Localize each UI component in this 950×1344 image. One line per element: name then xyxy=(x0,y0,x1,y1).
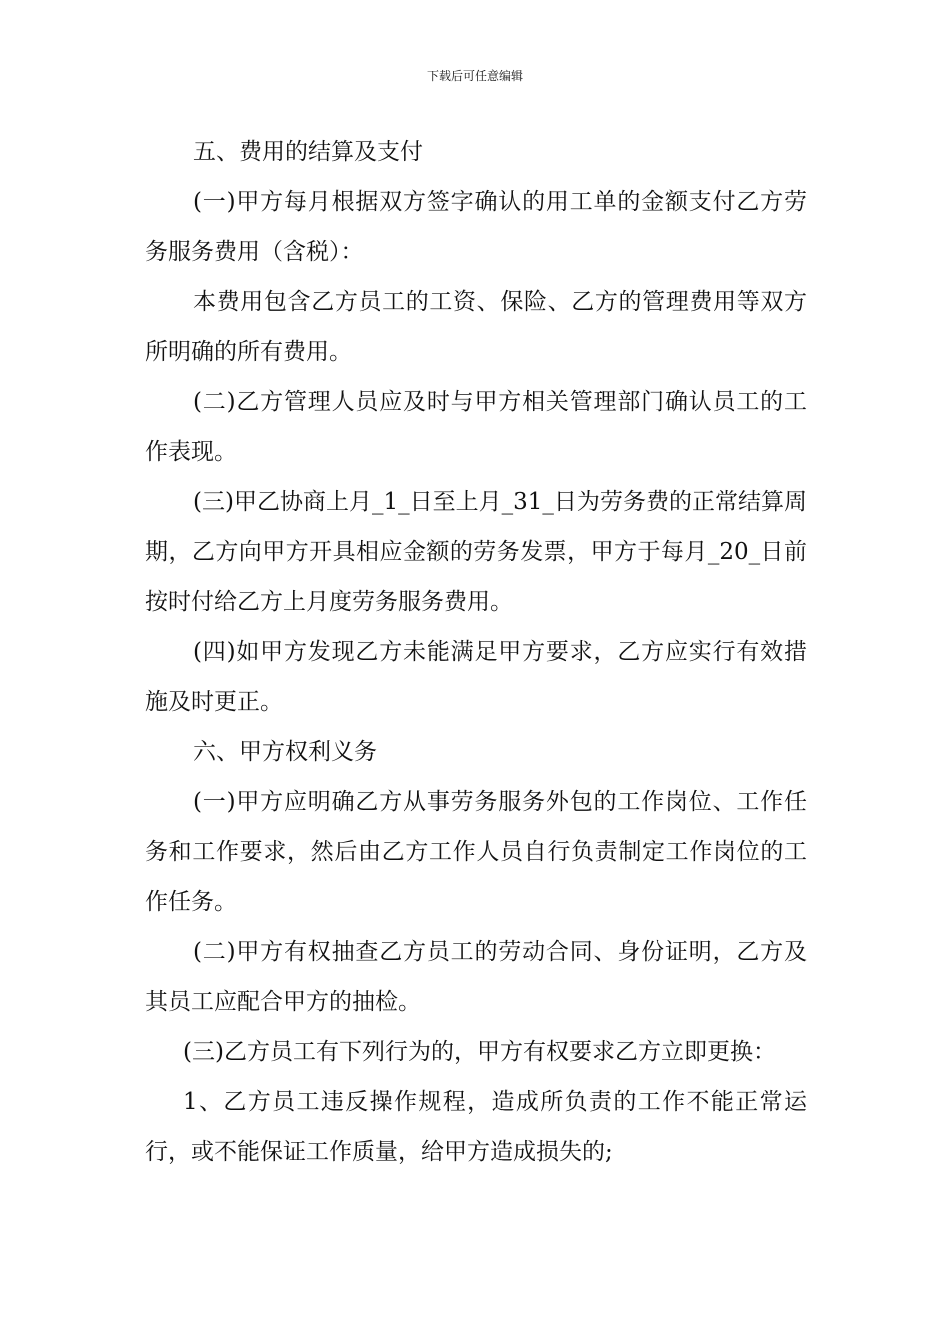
section-heading-fees: 五、费用的结算及支付 xyxy=(193,139,423,165)
paragraph-fees-3: (三)甲乙协商上月_1_日至上月_31_日为劳务费的正常结算周期，乙方向甲方开具相应金额的劳务发票，甲方于每月_20_日前按时付给乙方上月度劳务服务费用。 xyxy=(145,489,807,615)
document-body xyxy=(145,127,807,1177)
paragraph-rights-1: (一)甲方应明确乙方从事劳务服务外包的工作岗位、工作任务和工作要求，然后由乙方工作人员自行负责制定工作岗位的工作任务。 xyxy=(145,789,807,915)
section-heading-party-a-rights: 六、甲方权利义务 xyxy=(193,739,377,765)
paragraph-fees-2: (二)乙方管理人员应及时与甲方相关管理部门确认员工的工作表现。 xyxy=(145,389,807,465)
paragraph-rights-2: (二)甲方有权抽查乙方员工的劳动合同、身份证明，乙方及其员工应配合甲方的抽检。 xyxy=(145,939,807,1015)
paragraph-rights-3: (三)乙方员工有下列行为的，甲方有权要求乙方立即更换： xyxy=(183,1039,776,1065)
paragraph-fees-scope: 本费用包含乙方员工的工资、保险、乙方的管理费用等双方所明确的所有费用。 xyxy=(145,289,807,365)
page-header: 下载后可任意编辑 xyxy=(426,69,523,83)
paragraph-rights-3-item-1: 1、乙方员工违反操作规程，造成所负责的工作不能正常运行，或不能保证工作质量，给甲方造成损失的; xyxy=(145,1089,807,1165)
paragraph-fees-4: (四)如甲方发现乙方未能满足甲方要求，乙方应实行有效措施及时更正。 xyxy=(145,639,807,715)
paragraph-fees-1: (一)甲方每月根据双方签字确认的用工单的金额支付乙方劳务服务费用（含税）： xyxy=(145,189,807,265)
